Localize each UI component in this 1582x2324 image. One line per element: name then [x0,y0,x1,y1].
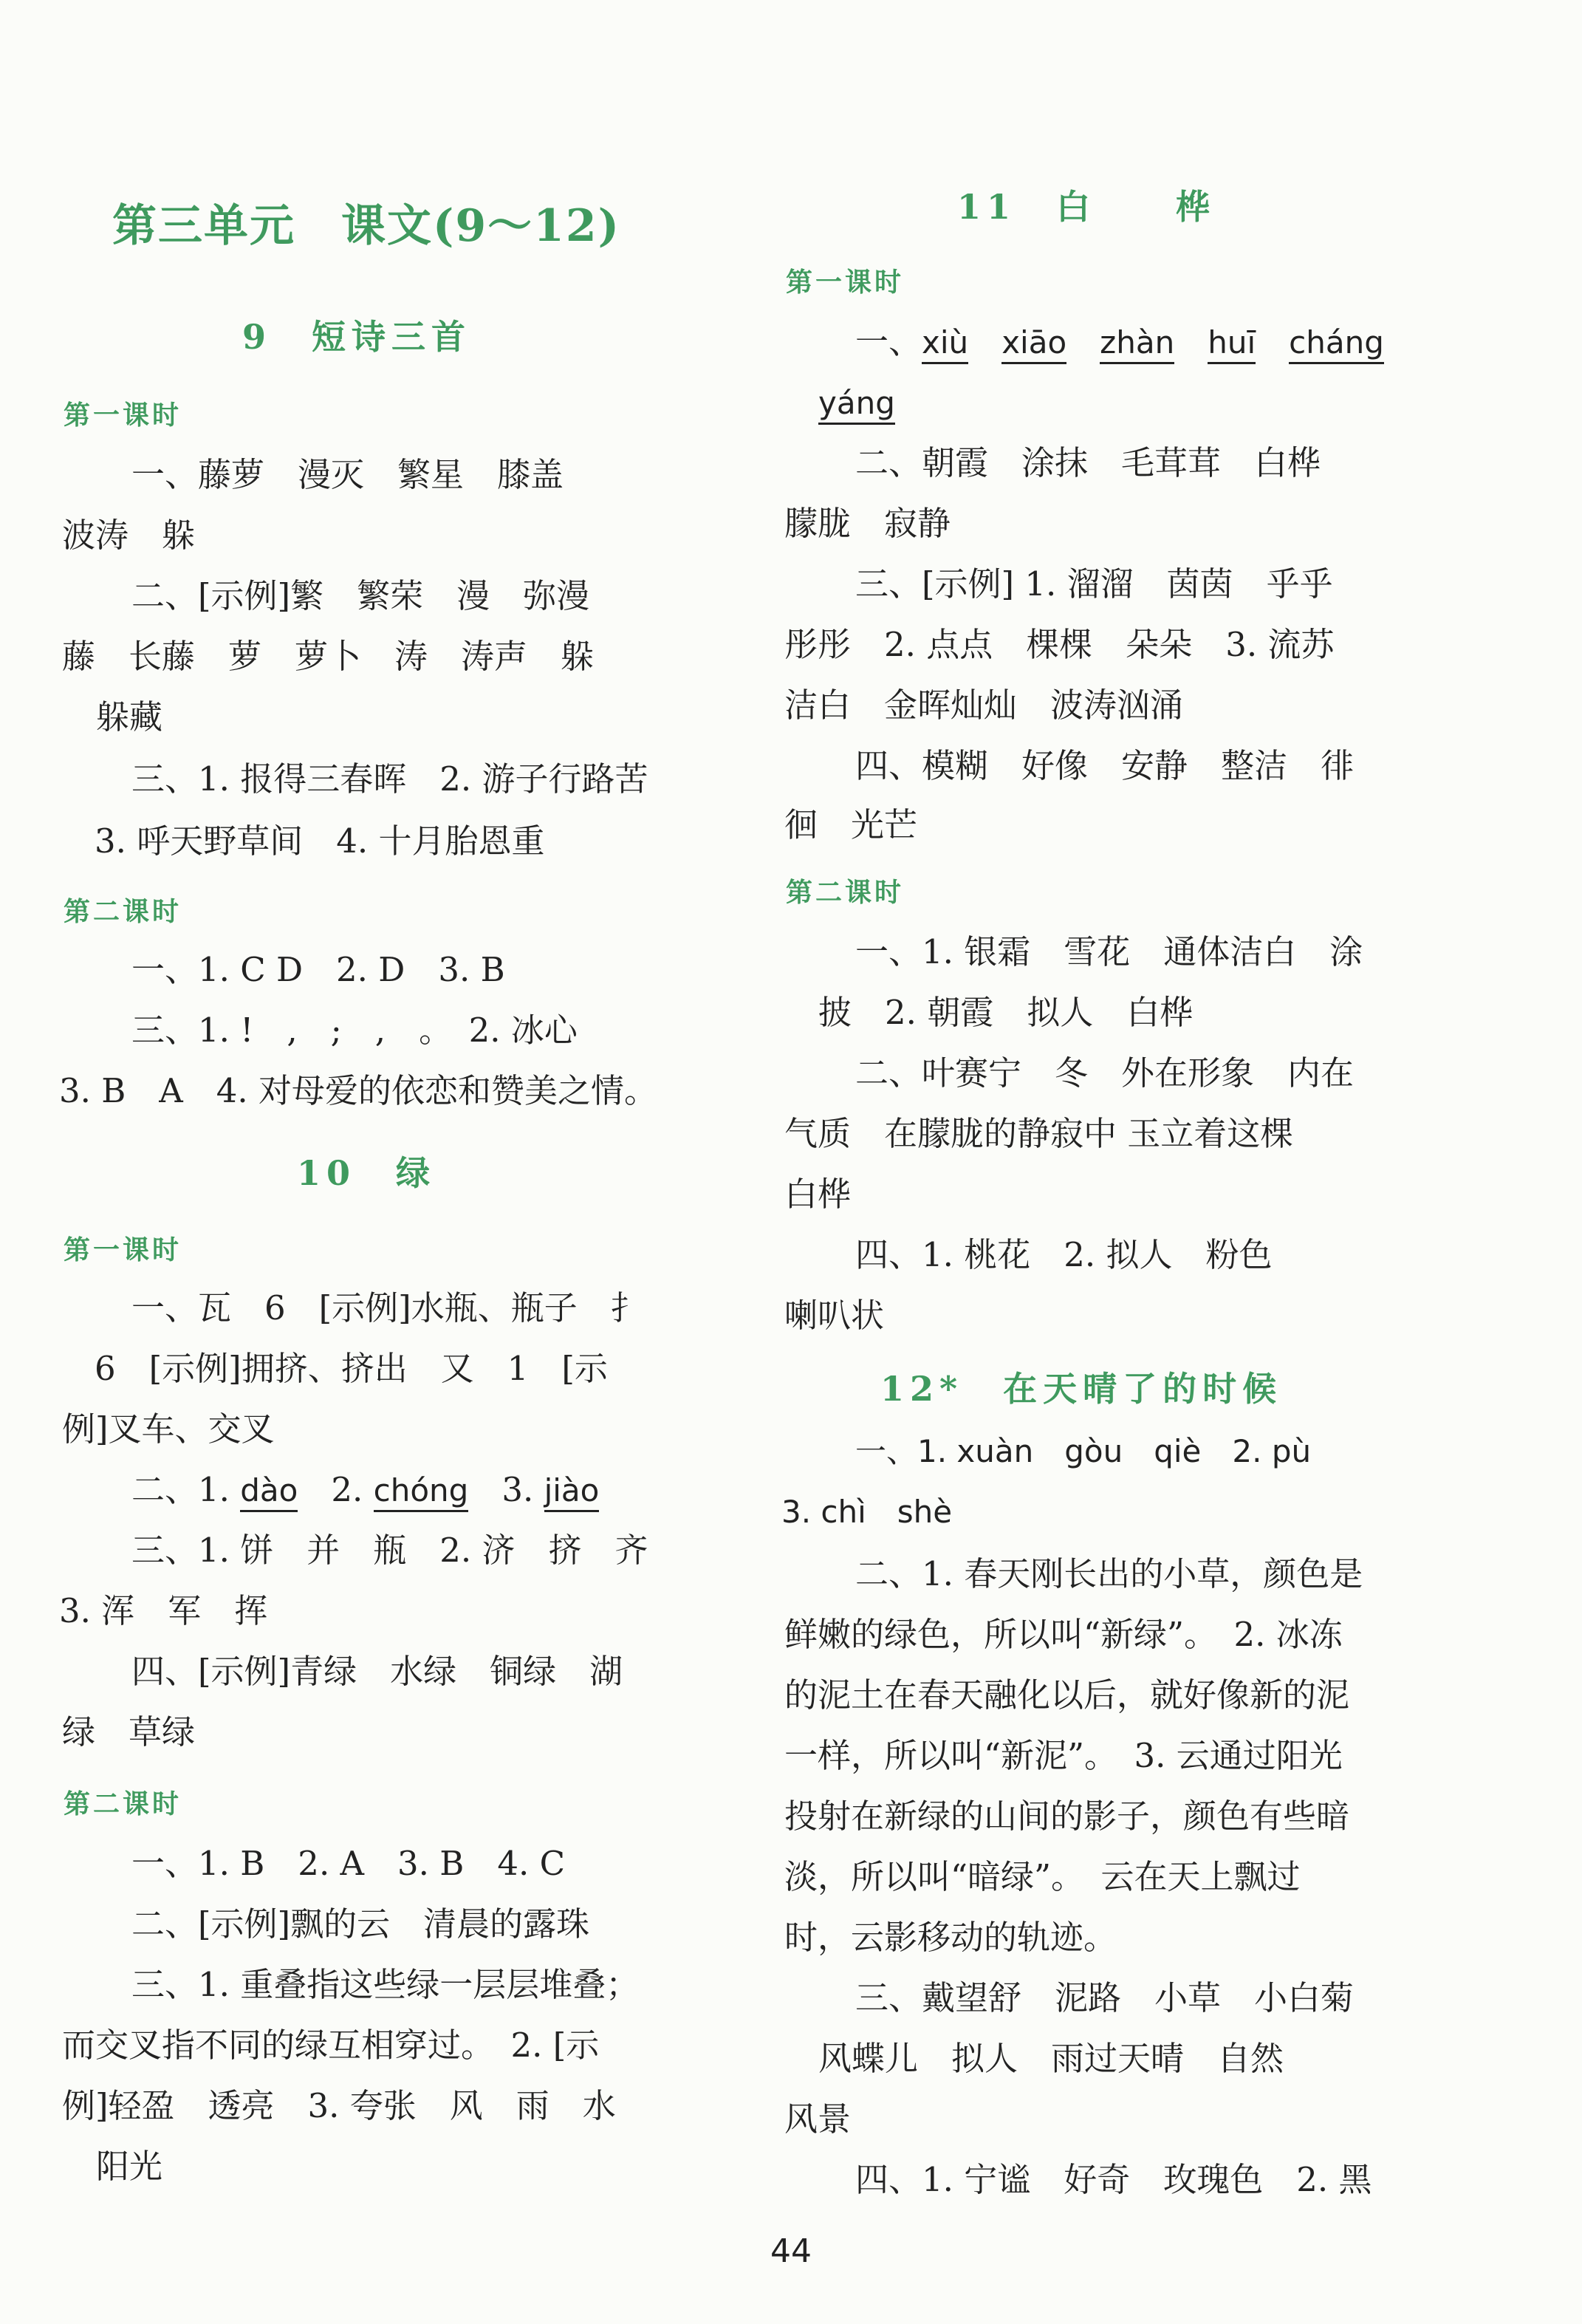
lesson-11-s1-line: 徊 光芒 [784,805,918,844]
lesson-10-s1-line: 绿 草绿 [62,1712,196,1751]
lesson-10-s2-line: 二、[示例]飘的云 清晨的露珠 [131,1904,590,1944]
lesson-9-s2-line: 一、1. C D 2. D 3. B [131,950,505,989]
lesson-11-s1-line: 三、[示例] 1. 溜溜 茵茵 乎乎 [855,564,1333,604]
lesson-12-line: 一样，所以叫“新泥”。 3. 云通过阳光 [784,1736,1343,1775]
pinyin-answer: cháng [1289,324,1384,364]
lesson-12-line: 的泥土在春天融化以后，就好像新的泥 [784,1675,1350,1715]
lesson-12-line: 鲜嫩的绿色，所以叫“新绿”。 2. 冰冻 [784,1615,1343,1654]
lesson-9-session-1-label: 第一课时 [64,400,182,431]
lesson-12-line: 四、1. 宁谧 好奇 玫瑰色 2. 黑 [855,2160,1372,2199]
lesson-11-s2-line: 气质 在朦胧的静寂中 玉立着这棵 [784,1114,1294,1153]
pinyin-answer: chóng [374,1472,469,1512]
lesson-9-s2-line: 3. B A 4. 对母爱的依恋和赞美之情。 [59,1071,658,1110]
lesson-11-s2-line: 一、1. 银霜 雪花 通体洁白 涂 [855,932,1363,971]
lesson-9-s1-line: 二、[示例]繁 繁荣 漫 弥漫 [131,576,590,615]
lesson-9-s2-line: 三、1. ! , ; , 。 2. 冰心 [131,1011,578,1050]
page-number: 44 [770,2232,812,2270]
lesson-10-title: 10 绿 [297,1153,436,1193]
lesson-9-s1-line: 一、藤萝 漫灭 繁星 膝盖 [131,455,564,494]
pinyin-answer: dào [240,1472,298,1512]
prefix: 2. [331,1470,374,1509]
lesson-10-s2-line: 而交叉指不同的绿互相穿过。 2. [示 [62,2026,600,2065]
lesson-10-s1-line: 三、1. 饼 并 瓶 2. 济 挤 齐 [131,1531,648,1570]
pinyin-answer: huī [1208,324,1256,364]
lesson-12-line: 二、1. 春天刚长出的小草，颜色是 [855,1554,1363,1593]
lesson-10-s2-line: 阳光 [96,2147,163,2186]
lesson-11-s1-line: 二、朝霞 涂抹 毛茸茸 白桦 [855,443,1321,482]
lesson-9-s1-line: 波涛 躲 [62,516,196,555]
lesson-9-session-2-label: 第二课时 [64,896,182,927]
lesson-10-s1-line: 例]叉车、交叉 [62,1409,275,1449]
lesson-10-session-2-label: 第二课时 [64,1788,182,1819]
lesson-11-s1-line: 洁白 金晖灿灿 波涛汹涌 [784,686,1184,725]
lesson-11-pinyin-line-2 [818,386,895,419]
lesson-9-title: 9 短诗三首 [242,317,472,357]
lesson-10-s1-line: 6 [示例]拥挤、挤出 又 1 [示 [95,1349,608,1388]
lesson-11-s1-line: 朦胧 寂静 [784,504,951,543]
pinyin-answer: xiāo [1001,324,1066,364]
lesson-9-s1-line: 躲藏 [96,697,163,736]
lesson-12-pinyin-line-2: 3. chì shè [781,1494,953,1530]
lesson-9-s1-line: 藤 长藤 萝 萝卜 涛 涛声 躲 [62,637,595,676]
prefix: 3. [501,1470,544,1509]
pinyin-answer: jiào [544,1472,600,1512]
lesson-10-s1-line: 四、[示例]青绿 水绿 铜绿 湖 [131,1652,623,1691]
lesson-11-s2-line: 喇叭状 [784,1296,885,1335]
lesson-10-s2-line: 三、1. 重叠指这些绿一层层堆叠； [131,1965,640,2004]
pinyin-answer: xiù [922,324,968,364]
prefix: 二、1. [131,1470,241,1509]
pinyin-answer: yáng [818,385,895,425]
lesson-11-session-2-label: 第二课时 [786,877,905,908]
lesson-10-s1-line: 一、瓦 6 [示例]水瓶、瓶子 扌 [131,1288,644,1327]
lesson-10-session-1-label: 第一课时 [64,1234,182,1265]
lesson-12-line: 风景 [784,2099,852,2139]
lesson-12-title: 12* 在天晴了的时候 [880,1369,1283,1409]
lesson-11-s2-line: 白桦 [784,1175,852,1214]
unit-title: 第三单元 课文(9～12) [112,200,621,252]
lesson-9-s1-line: 3. 呼天野草间 4. 十月胎恩重 [95,821,545,861]
lesson-11-s2-line: 二、叶赛宁 冬 外在形象 内在 [855,1053,1355,1093]
lesson-10-pinyin-line [131,1470,600,1509]
lesson-10-s2-line: 一、1. B 2. A 3. B 4. C [131,1844,566,1883]
lesson-12-line: 三、戴望舒 泥路 小草 小白菊 [855,1978,1355,2017]
lesson-12-line: 风蝶儿 拟人 雨过天晴 自然 [818,2039,1284,2078]
lesson-11-s1-line: 四、模糊 好像 安静 整洁 徘 [855,746,1355,785]
lesson-11-s1-line: 彤彤 2. 点点 棵棵 朵朵 3. 流苏 [784,625,1335,664]
lesson-11-title: 11 白 桦 [957,187,1216,227]
lesson-12-line: 淡，所以叫“暗绿”。 云在天上飘过 [784,1857,1301,1896]
lesson-11-s2-line: 披 2. 朝霞 拟人 白桦 [818,993,1194,1032]
lesson-12-line: 时，云影移动的轨迹。 [784,1918,1117,1957]
lesson-12-line: 投射在新绿的山间的影子，颜色有些暗 [784,1797,1350,1836]
lesson-10-s1-line: 3. 浑 军 挥 [59,1591,268,1630]
lesson-9-s1-line: 三、1. 报得三春晖 2. 游子行路苦 [131,759,648,799]
lesson-10-s2-line: 例]轻盈 透亮 3. 夸张 风 雨 水 [62,2086,616,2125]
pinyin-answer: zhàn [1100,324,1174,364]
lesson-11-s2-line: 四、1. 桃花 2. 拟人 粉色 [855,1235,1273,1274]
prefix: 一、 [855,322,922,361]
lesson-12-pinyin-line: 一、1. xuàn gòu qiè 2. pù [855,1433,1312,1469]
lesson-11-session-1-label: 第一课时 [786,267,905,298]
lesson-11-pinyin-line [855,322,1384,361]
